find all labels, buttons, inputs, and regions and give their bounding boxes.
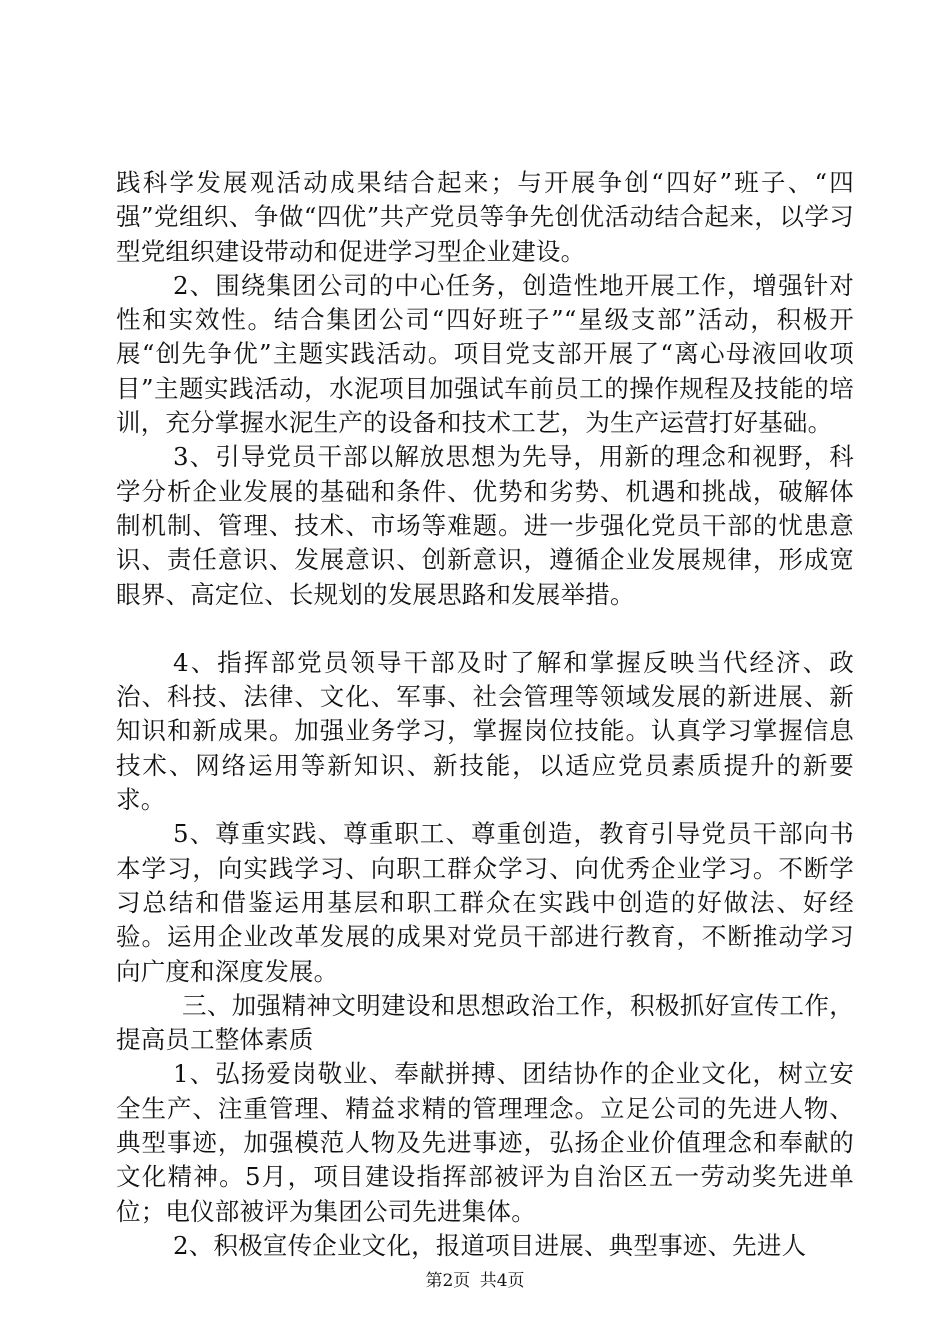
paragraph-section3-item-1: 1、弘扬爱岗敬业、奉献拼搏、团结协作的企业文化，树立安全生产、注重管理、精益求精的管理理念。立足公司的先进人物、典型事迹，加强模范人物及先进事迹，弘扬企业价值理念和奉献的文化精神。5月，项目建设指挥部被评为自治区五一劳动奖先进单位；电仪部被评为集团公司先进集体。 bbox=[116, 1059, 854, 1226]
paragraph-item-4: 4、指挥部党员领导干部及时了解和掌握反映当代经济、政治、科技、法律、文化、军事、社会管理等领域发展的新进展、新知识和新成果。加强业务学习，掌握岗位技能。认真学习掌握信息技术、网络运用等新知识、新技能，以适应党员素质提升的新要求。 bbox=[116, 647, 854, 815]
page-footer bbox=[0, 1270, 950, 1292]
document-body bbox=[116, 166, 854, 1263]
paragraph-item-5: 5、尊重实践、尊重职工、尊重创造，教育引导党员干部向书本学习，向实践学习、向职工群众学习、向优秀企业学习。不断学习总结和借鉴运用基层和职工群众在实践中创造的好做法、好经验。运用企业改革发展的成果对党员干部进行教育，不断推动学习向广度和深度发展。 bbox=[116, 819, 854, 986]
paragraph-continuation: 践科学发展观活动成果结合起来；与开展争创“四好”班子、“四强”党组织、争做“四优”共产党员等争先创优活动结合起来，以学习型党组织建设带动和促进学习型企业建设。 bbox=[116, 168, 854, 266]
section-heading-3: 三、加强精神文明建设和思想政治工作，积极抓好宣传工作，提高员工整体素质 bbox=[116, 990, 854, 1055]
paragraph-item-2: 2、围绕集团公司的中心任务，创造性地开展工作，增强针对性和实效性。结合集团公司“四好班子”“星级支部”活动，积极开展“创先争优”主题实践活动。项目党支部开展了“离心母液回收项目”主题实践活动，水泥项目加强试车前员工的操作规程及技能的培训，充分掌握水泥生产的设备和技术工艺，为生产运营打好基础。 bbox=[116, 270, 854, 438]
paragraph-section3-item-2: 2、积极宣传企业文化，报道项目进展、典型事迹、先进人 bbox=[173, 1230, 807, 1260]
page-number: 第2页 bbox=[425, 1271, 471, 1291]
paragraph-item-3: 3、引导党员干部以解放思想为先导，用新的理念和视野，科学分析企业发展的基础和条件、优势和劣势、机遇和挑战，破解体制机制、管理、技术、市场等难题。进一步强化党员干部的忧患意识、责任意识、发展意识、创新意识，遵循企业发展规律，形成宽眼界、高定位、长规划的发展思路和发展举措。 bbox=[116, 442, 854, 609]
page-total: 共4页 bbox=[479, 1271, 525, 1291]
